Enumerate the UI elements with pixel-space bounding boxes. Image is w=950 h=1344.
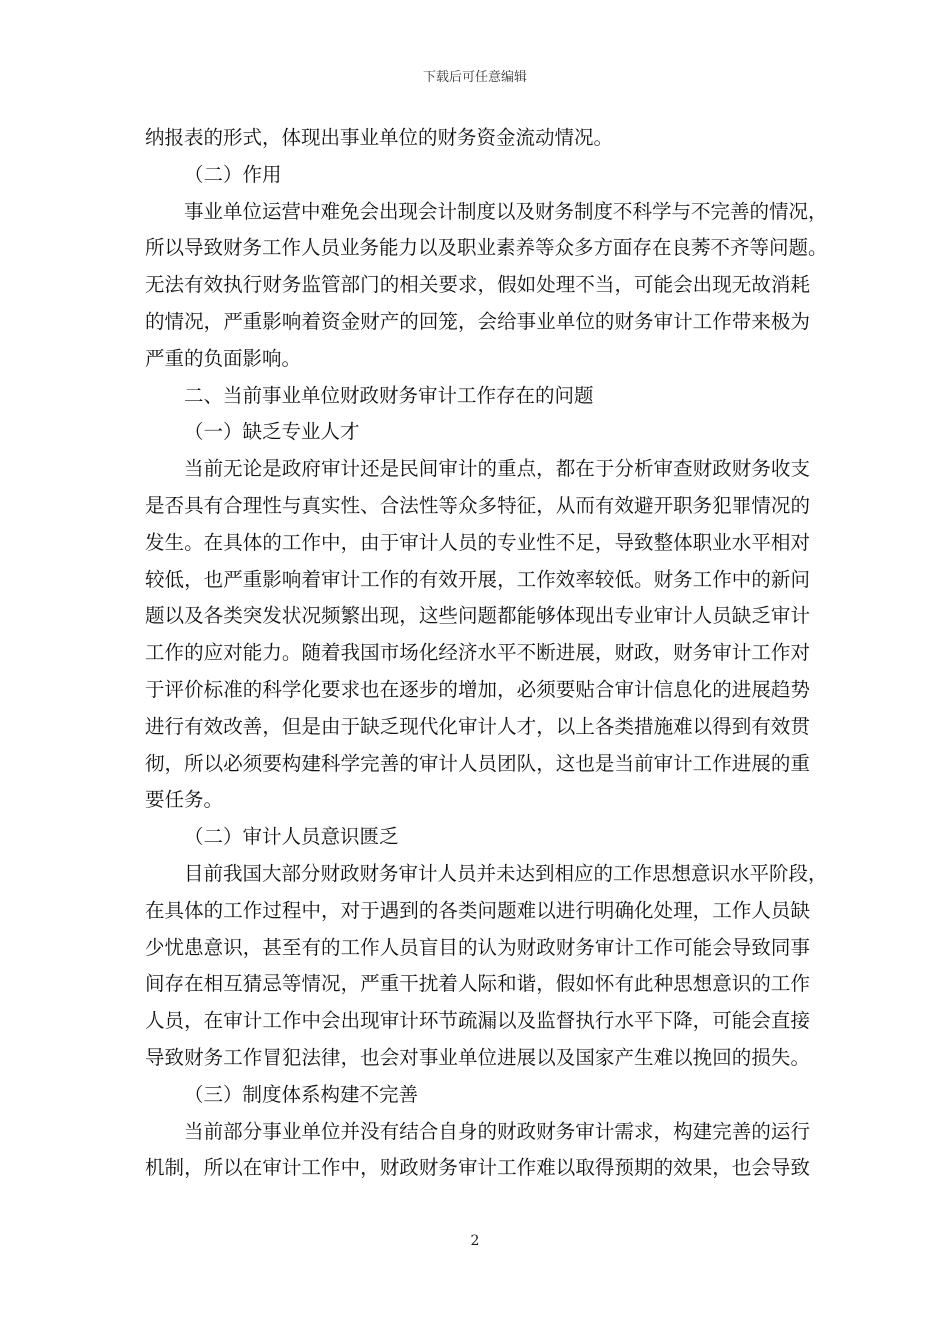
text-line: 进行有效改善，但是由于缺乏现代化审计人才，以上各类措施难以得到有效贯	[145, 714, 810, 738]
text-line: （一）缺乏专业人才	[184, 420, 360, 444]
text-line: 在具体的工作过程中，对于遇到的各类问题难以进行明确化处理，工作人员缺	[145, 898, 810, 922]
text-line: 事业单位运营中难免会出现会计制度以及财务制度不科学与不完善的情况，	[184, 199, 828, 223]
text-line: 的情况，严重影响着资金财产的回笼，会给事业单位的财务审计工作带来极为	[145, 309, 810, 333]
text-line: 严重的负面影响。	[145, 346, 302, 370]
text-line: 导致财务工作冒犯法律，也会对事业单位进展以及国家产生难以挽回的损失。	[145, 1045, 810, 1069]
text-line: 是否具有合理性与真实性、合法性等众多特征，从而有效避开职务犯罪情况的	[145, 493, 810, 517]
text-line: 较低，也严重影响着审计工作的有效开展，工作效率较低。财务工作中的新问	[145, 567, 810, 591]
text-line: 无法有效执行财务监管部门的相关要求，假如处理不当，可能会出现无故消耗	[145, 273, 810, 297]
text-line: 所以导致财务工作人员业务能力以及职业素养等众多方面存在良莠不齐等问题。	[145, 236, 828, 260]
text-line: 彻，所以必须要构建科学完善的审计人员团队，这也是当前审计工作进展的重	[145, 751, 810, 775]
text-line: 发生。在具体的工作中，由于审计人员的专业性不足，导致整体职业水平相对	[145, 530, 810, 554]
text-line: （二）审计人员意识匮乏	[184, 825, 399, 849]
text-line: 工作的应对能力。随着我国市场化经济水平不断进展，财政，财务审计工作对	[145, 641, 810, 665]
text-line: 目前我国大部分财政财务审计人员并未达到相应的工作思想意识水平阶段，	[184, 861, 828, 885]
text-line: （三）制度体系构建不完善	[184, 1082, 419, 1106]
text-line: 于评价标准的科学化要求也在逐步的增加，必须要贴合审计信息化的进展趋势	[145, 677, 810, 701]
text-line: 题以及各类突发状况频繁出现，这些问题都能够体现出专业审计人员缺乏审计	[145, 604, 810, 628]
text-line: 人员，在审计工作中会出现审计环节疏漏以及监督执行水平下降，可能会直接	[145, 1009, 810, 1033]
text-line: 间存在相互猜忌等情况，严重干扰着人际和谐，假如怀有此种思想意识的工作	[145, 972, 810, 996]
text-line: 要任务。	[145, 788, 224, 812]
text-line: （二）作用	[184, 162, 282, 186]
text-line: 纳报表的形式，体现出事业单位的财务资金流动情况。	[145, 126, 614, 149]
text-line: 少忧患意识，甚至有的工作人员盲目的认为财政财务审计工作可能会导致同事	[145, 935, 810, 959]
page-header: 下载后可任意编辑	[422, 70, 527, 85]
page-number: 2	[470, 1233, 480, 1249]
text-line: 机制，所以在审计工作中，财政财务审计工作难以取得预期的效果，也会导致	[145, 1156, 810, 1180]
text-line: 二、当前事业单位财政财务审计工作存在的问题	[184, 383, 594, 407]
text-line: 当前无论是政府审计还是民间审计的重点，都在于分析审查财政财务收支	[184, 457, 810, 481]
text-line: 当前部分事业单位并没有结合自身的财政财务审计需求，构建完善的运行	[184, 1119, 810, 1143]
body-text	[145, 120, 828, 1187]
